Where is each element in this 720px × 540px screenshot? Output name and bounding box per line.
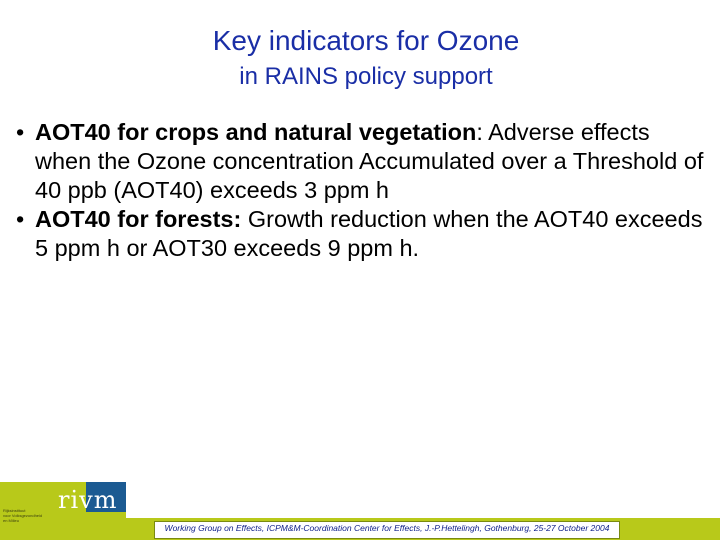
slide-title: Key indicators for Ozone — [212, 25, 520, 56]
rivm-logo: rivm — [58, 486, 118, 514]
logo-subtext-line: voor Volksgezondheid — [3, 513, 43, 518]
bullet-list — [10, 118, 710, 263]
bullet-heading: AOT40 for crops and natural vegetation — [35, 119, 477, 145]
footer-caption-box — [154, 521, 620, 539]
slide-subtitle: in RAINS policy support — [239, 63, 493, 90]
bullet-marker: • — [16, 206, 25, 232]
bullet-item — [10, 118, 710, 205]
bullet-heading: AOT40 for forests: — [35, 206, 242, 232]
logo-subtext-line: en Milieu — [3, 518, 20, 523]
logo-subtext — [3, 508, 63, 523]
footer-bar — [126, 518, 720, 540]
logo-subtext-line: Rijksinstituut — [3, 508, 26, 513]
bullet-item — [10, 205, 710, 263]
bullet-marker: • — [16, 119, 25, 145]
bullet-text: Growth reduction when the AOT40 exceeds 5 ppm h or AOT30 exceeds 9 ppm h. — [35, 206, 703, 261]
bullet-text: : Adverse effects when the Ozone concentration Accumulated over a Threshold of 40 ppb (AOT40) exceeds 3 ppm h — [35, 119, 704, 203]
footer-caption: Working Group on Effects, ICPM&M-Coordination Center for Effects, J.-P.Hettelingh, Gothenburg, 25-27 October 2004 — [164, 523, 610, 533]
